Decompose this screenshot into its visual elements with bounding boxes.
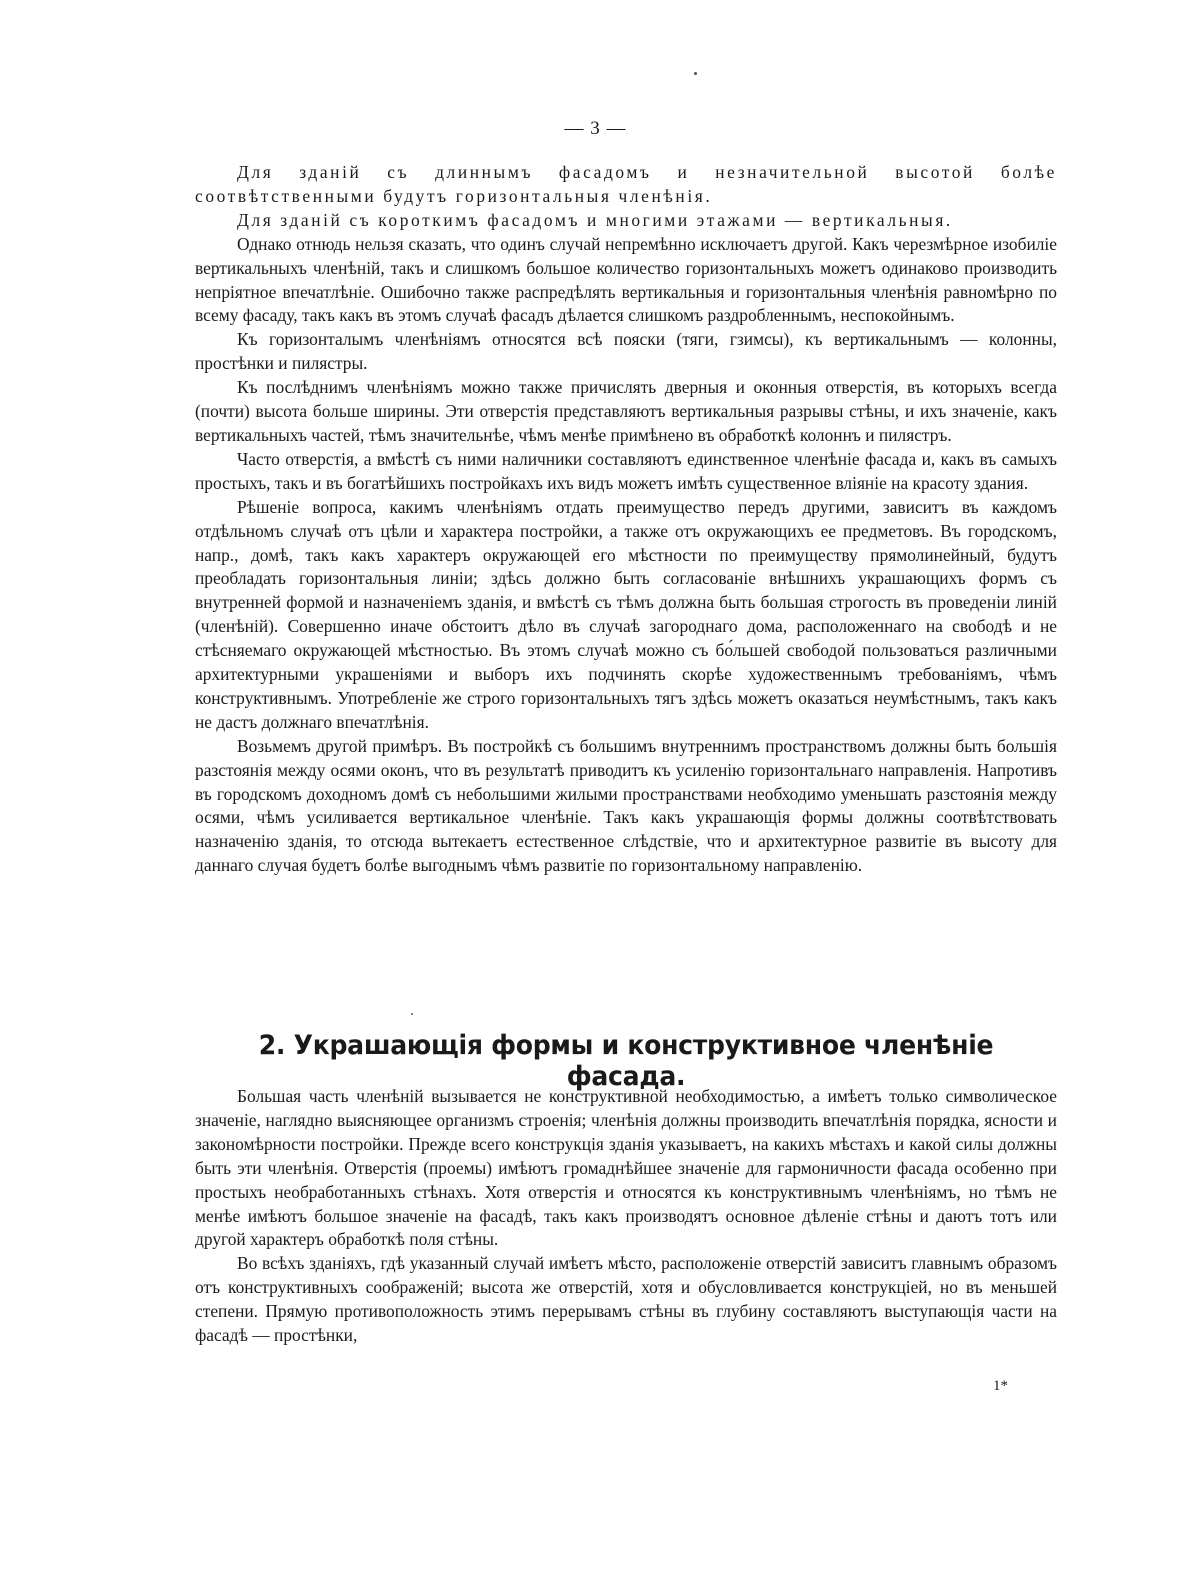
paragraph: Возьмемъ другой примѣръ. Въ постройкѣ съ большимъ внутреннимъ пространствомъ должны быть большія разстоянія между осями оконъ, что въ результатѣ приводитъ къ усиленію горизонтальнаго направленія. Напротивъ въ городскомъ доходномъ домѣ съ небольшими жилыми пространствами необходимо уменьшать разстоянія между осями, чѣмъ усиливается вертикальное членѣніе. Такъ какъ украшающія формы должны соотвѣтствовать назначенію зданія, то отсюда вытекаетъ естественное слѣдствіе, что и архитектурное развитіе въ высоту для даннаго случая будетъ болѣе выгоднымъ чѣмъ развитіе по горизонтальному направленію.: [195, 735, 1057, 876]
paragraph: Для зданій съ короткимъ фасадомъ и многими этажами — вертикальныя.: [237, 209, 953, 230]
paragraph: Къ послѣднимъ членѣніямъ можно также причислять дверныя и оконныя отверстія, въ которыхъ всегда (почти) высота больше ширины. Эти отверстія представляютъ вертикальныя разрывы стѣны, и ихъ значеніе, какъ вертикальныхъ частей, тѣмъ значительнѣе, чѣмъ менѣе примѣнено въ обработкѣ колоннъ и пилястръ.: [195, 377, 1057, 445]
paragraph: Къ горизонталымъ членѣніямъ относятся всѣ пояски (тяги, гзимсы), къ вертикальнымъ — колонны, простѣнки и пилястры.: [195, 329, 1057, 374]
paragraph: Во всѣхъ зданіяхъ, гдѣ указанный случай имѣетъ мѣсто, расположеніе отверстій зависитъ главнымъ образомъ отъ конструктивныхъ соображеній; высота же отверстій, хотя и обусловливается конструкціей, но въ меньшей степени. Прямую противоположность этимъ перерывамъ стѣны въ глубину составляютъ выступающія части на фасадѣ — простѣнки,: [195, 1253, 1057, 1346]
paragraph: Однако отнюдь нельзя сказать, что одинъ случай непремѣнно исключаетъ другой. Какъ черезмѣрное изобиліе вертикальныхъ членѣній, такъ и слишкомъ большое количество горизонтальныхъ можетъ одинаково производить непріятное впечатлѣніе. Ошибочно также распредѣлять вертикальныя и горизонтальныя членѣнія равномѣрно по всему фасаду, такъ какъ въ этомъ случаѣ фасадъ дѣлается слишкомъ раздробленнымъ, неспокойнымъ.: [195, 233, 1057, 326]
paragraph: Рѣшеніе вопроса, какимъ членѣніямъ отдать преимущество передъ другими, зависитъ въ каждомъ отдѣльномъ случаѣ отъ цѣли и характера постройки, а также отъ окружающихъ ее предметовъ. Въ городскомъ, напр., домѣ, такъ какъ характеръ окружающей его мѣстности по преимуществу прямолинейный, будутъ преобладать горизонтальныя линіи; здѣсь должно быть согласованіе внѣшнихъ украшающихъ формъ съ внутренней формой и назначеніемъ зданія, и вмѣстѣ съ тѣмъ должна быть большая строгость въ проведеніи линій (членѣній). Совершенно иначе обстоитъ дѣло въ случаѣ загороднаго дома, расположеннаго на свободѣ и не стѣсняемаго окружающей мѣстностью. Въ этомъ случаѣ можно съ бо́льшей свободой пользоваться различными архитектурными украшеніями и выборъ ихъ подчинять скорѣе художественнымъ требованіямъ, чѣмъ конструктивнымъ. Употребленіе же строго горизонтальныхъ тягъ здѣсь можетъ оказаться неумѣстнымъ, такъ какъ не дастъ должнаго впечатлѣнія.: [195, 496, 1057, 732]
page-number: — 3 —: [564, 118, 627, 139]
paragraph: Большая часть членѣній вызывается не конструктивной необходимостью, а имѣетъ только символическое значеніе, наглядно выясняющее организмъ строенія; членѣнія должны производить впечатлѣнія порядка, ясности и закономѣрности постройки. Прежде всего конструкція зданія указываетъ, на какихъ мѣстахъ и какой силы должны быть эти членѣнія. Отверстія (проемы) имѣютъ громаднѣйшее значеніе для гармоничности фасада особенно при простыхъ необработанныхъ стѣнахъ. Хотя отверстія и относятся къ конструктивнымъ членѣніямъ, но тѣмъ не менѣе имѣютъ большое значеніе на фасадѣ, такъ какъ производятъ основное дѣленіе стѣны и даютъ тотъ или другой характеръ обработкѣ поля стѣны.: [195, 1086, 1057, 1250]
section-heading: 2. Украшающія формы и конструктивное членѣніе фасада.: [258, 1030, 994, 1092]
section-2-text: [195, 1085, 1057, 1348]
paragraph: Часто отверстія, а вмѣстѣ съ ними наличники составляютъ единственное членѣніе фасада и, какъ въ самыхъ простыхъ, такъ и въ богатѣйшихъ постройкахъ ихъ видъ можетъ имѣть существенное вліяніе на красоту здания.: [195, 448, 1057, 493]
paragraph: Для зданій съ длиннымъ фасадомъ и незначительной высотой болѣе соотвѣтственными будутъ горизонтальныя членѣнія.: [195, 162, 1057, 206]
print-speck: [694, 72, 697, 75]
print-speck: [411, 1013, 413, 1015]
signature-mark: 1*: [993, 1378, 1008, 1394]
section-1-text: [195, 161, 1057, 878]
